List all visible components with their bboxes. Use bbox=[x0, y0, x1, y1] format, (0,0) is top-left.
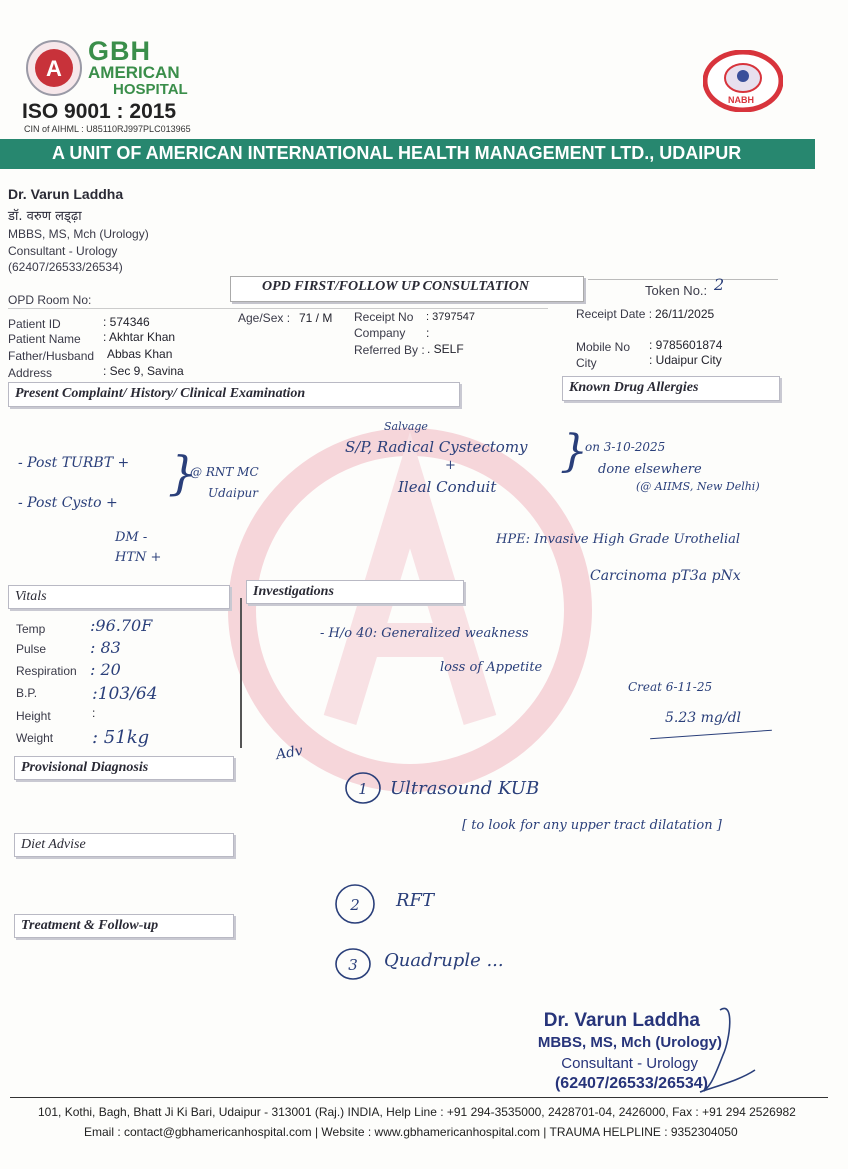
opd-room-label: OPD Room No: bbox=[8, 293, 92, 307]
address-value: : Sec 9, Savina bbox=[103, 364, 184, 378]
father-label: Father/Husband bbox=[8, 349, 95, 363]
note-c9: + bbox=[445, 458, 456, 473]
note-underline bbox=[650, 730, 772, 740]
note-c2: - Post Cysto + bbox=[18, 495, 118, 511]
note-i4: 5.23 mg/dl bbox=[665, 710, 742, 726]
patient-id-label: Patient ID bbox=[8, 317, 61, 331]
stamp-title: Consultant - Urology bbox=[561, 1055, 698, 1072]
note-c5: DM - bbox=[115, 530, 148, 545]
note-brace-2: } bbox=[560, 426, 588, 477]
mobile-label: Mobile No bbox=[576, 340, 631, 354]
vital-temp-value: :96.70F bbox=[90, 616, 153, 635]
note-c8: S/P, Radical Cystectomy bbox=[345, 438, 528, 456]
section-treatment: Treatment & Follow-up bbox=[14, 914, 234, 938]
svg-text:3: 3 bbox=[348, 956, 358, 974]
age-sex-value: 71 / M bbox=[299, 311, 333, 325]
patient-name-value: : Akhtar Khan bbox=[103, 330, 176, 344]
address-label: Address bbox=[8, 366, 53, 380]
footer-divider bbox=[10, 1097, 828, 1098]
footer-line1: 101, Kothi, Bagh, Bhatt Ji Ki Bari, Udaipur - 313001 (Raj.) INDIA, Help Line : +91 294-3535000, 2428701-04, 2426000, Fax : +91 294 2526982 bbox=[38, 1105, 796, 1119]
logo-gbh: GBH bbox=[88, 36, 151, 66]
note-c1: - Post TURBT + bbox=[18, 455, 130, 471]
circle-3-icon bbox=[333, 946, 373, 982]
doctor-phone: (62407/26533/26534) bbox=[8, 260, 123, 274]
patient-info-divider bbox=[8, 308, 548, 309]
note-c13: (@ AIIMS, New Delhi) bbox=[636, 480, 760, 493]
iso-label: ISO 9001 : 2015 bbox=[22, 100, 177, 123]
note-t4: Quadruple ... bbox=[384, 950, 504, 971]
logo-american: AMERICAN bbox=[88, 63, 180, 82]
doctor-degree: MBBS, MS, Mch (Urology) bbox=[8, 227, 149, 241]
note-t1: Ultrasound KUB bbox=[390, 778, 540, 799]
stamp-name: Dr. Varun Laddha bbox=[543, 1010, 700, 1031]
vital-pulse-label: Pulse bbox=[16, 642, 47, 656]
note-c3: @ RNT MC bbox=[190, 465, 259, 479]
circle-2-icon bbox=[333, 882, 377, 926]
hospital-logo-icon bbox=[24, 38, 84, 98]
logo-hospital: HOSPITAL bbox=[113, 81, 188, 98]
note-t2: [ to look for any upper tract dilatation ] bbox=[462, 818, 722, 833]
note-c14: HPE: Invasive High Grade Urothelial bbox=[496, 532, 741, 547]
doctor-name: Dr. Varun Laddha bbox=[8, 186, 124, 202]
father-value: Abbas Khan bbox=[107, 347, 173, 361]
note-i5: Adv bbox=[274, 742, 305, 764]
mobile-value: : 9785601874 bbox=[649, 338, 723, 352]
patient-id-value: : 574346 bbox=[103, 315, 150, 329]
nabh-label: NABH bbox=[728, 95, 754, 105]
note-i2: loss of Appetite bbox=[440, 660, 543, 675]
section-investigations: Investigations bbox=[246, 580, 464, 604]
section-allergies: Known Drug Allergies bbox=[562, 376, 780, 401]
vital-resp-value: : 20 bbox=[90, 660, 121, 679]
vital-weight-value: : 51kg bbox=[92, 727, 150, 748]
note-c4: Udaipur bbox=[208, 486, 258, 500]
vital-pulse-value: : 83 bbox=[90, 638, 121, 657]
circle-1-icon bbox=[343, 770, 383, 806]
company-label: Company bbox=[354, 326, 406, 340]
note-c6: HTN + bbox=[115, 550, 162, 565]
vital-bp-label: B.P. bbox=[16, 686, 38, 700]
section-complaint: Present Complaint/ History/ Clinical Examination bbox=[8, 382, 460, 407]
note-c15: Carcinoma pT3a pNx bbox=[590, 568, 741, 584]
note-c12: done elsewhere bbox=[598, 462, 702, 477]
city-value: : Udaipur City bbox=[649, 353, 722, 367]
receipt-date-value: 26/11/2025 bbox=[655, 307, 715, 321]
referred-value: . SELF bbox=[427, 342, 464, 356]
receipt-date-label: Receipt Date : bbox=[576, 307, 653, 321]
vitals-divider bbox=[240, 598, 242, 748]
cin-label: CIN of AIHML : U85110RJ997PLC013965 bbox=[24, 124, 191, 134]
form-title: OPD FIRST/FOLLOW UP CONSULTATION bbox=[262, 279, 529, 294]
svg-text:2: 2 bbox=[350, 896, 360, 914]
stamp-phone: (62407/26533/26534) bbox=[554, 1075, 708, 1092]
receipt-no-label: Receipt No bbox=[354, 310, 414, 324]
doctor-name-hindi: डॉ. वरुण लड्ढ़ा bbox=[8, 209, 82, 224]
note-t3: RFT bbox=[396, 890, 435, 911]
vital-height-label: Height bbox=[16, 709, 51, 723]
token-label: Token No.: bbox=[645, 283, 708, 298]
vital-height-value: : bbox=[92, 706, 96, 720]
note-c7: Salvage bbox=[384, 420, 428, 433]
vital-weight-label: Weight bbox=[16, 731, 54, 745]
patient-name-label: Patient Name bbox=[8, 332, 81, 346]
vital-bp-value: :103/64 bbox=[92, 684, 158, 704]
banner-text: A UNIT OF AMERICAN INTERNATIONAL HEALTH MANAGEMENT LTD., UDAIPUR bbox=[52, 143, 742, 163]
note-i1: - H/o 40: Generalized weakness bbox=[320, 626, 529, 641]
token-value: 2 bbox=[714, 275, 725, 294]
svg-text:A: A bbox=[46, 56, 62, 81]
note-c11: on 3-10-2025 bbox=[585, 440, 666, 454]
section-diet: Diet Advise bbox=[14, 833, 234, 857]
footer-line2: Email : contact@gbhamericanhospital.com | Website : www.gbhamericanhospital.com | TRAUMA HELPLINE : 9352304050 bbox=[84, 1125, 738, 1139]
age-sex-label: Age/Sex : bbox=[238, 311, 291, 325]
signature-scribble bbox=[695, 1000, 765, 1095]
note-i3: Creat 6-11-25 bbox=[628, 680, 713, 694]
vital-resp-label: Respiration bbox=[16, 664, 77, 678]
note-c10: Ileal Conduit bbox=[398, 478, 497, 496]
receipt-no-value: : 3797547 bbox=[426, 311, 475, 323]
doctor-title: Consultant - Urology bbox=[8, 244, 118, 258]
watermark-logo bbox=[220, 420, 600, 800]
svg-text:1: 1 bbox=[358, 780, 368, 798]
vital-temp-label: Temp bbox=[16, 622, 46, 636]
city-label: City bbox=[576, 356, 597, 370]
referred-label: Referred By : bbox=[354, 343, 425, 357]
section-vitals: Vitals bbox=[8, 585, 230, 609]
section-diagnosis: Provisional Diagnosis bbox=[14, 756, 234, 780]
company-value: : bbox=[426, 326, 430, 340]
stamp-degree: MBBS, MS, Mch (Urology) bbox=[537, 1034, 722, 1051]
note-brace-1: } bbox=[168, 446, 198, 500]
